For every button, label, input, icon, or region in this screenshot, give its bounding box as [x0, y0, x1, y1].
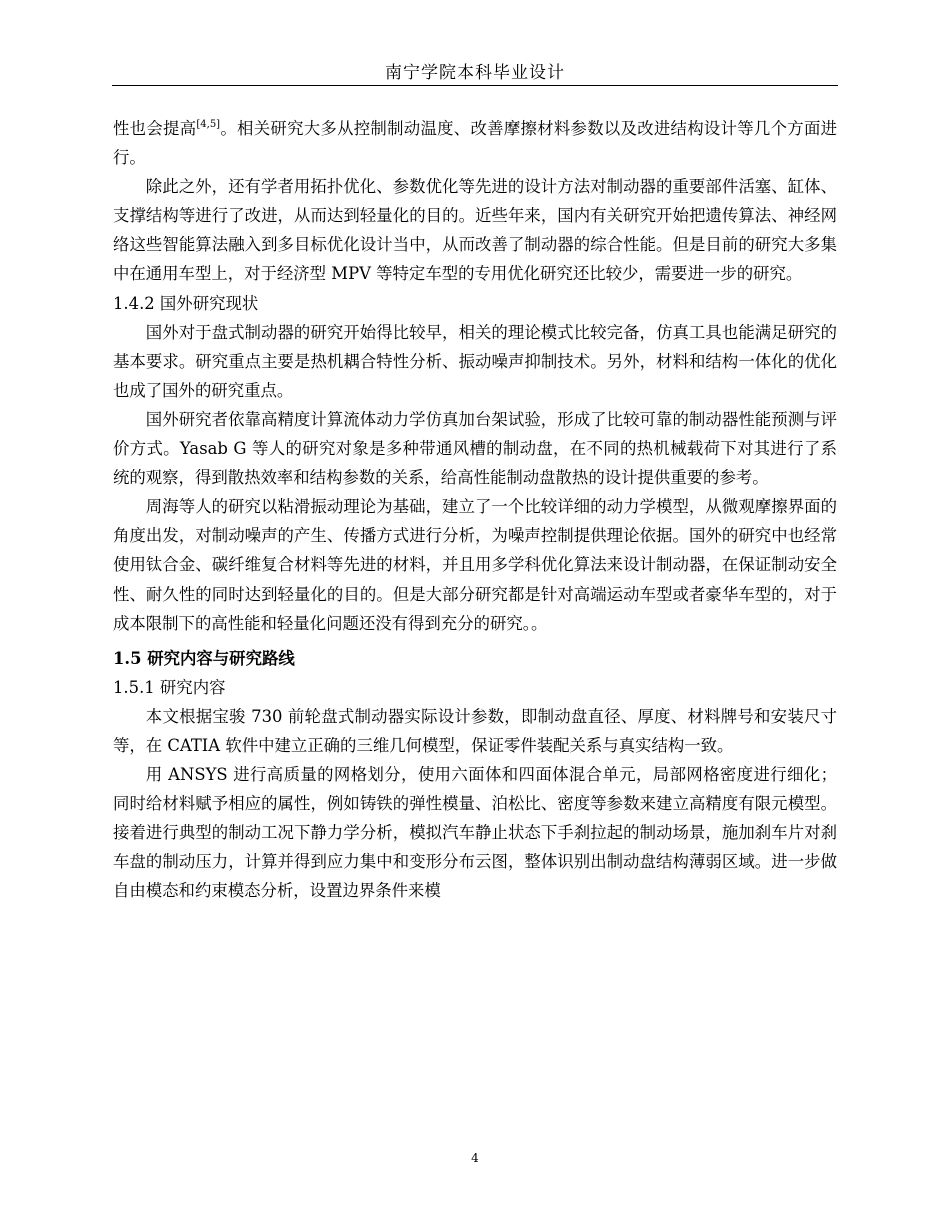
subsection-heading-1-5-1: 1.5.1 研究内容 [113, 677, 226, 697]
page-number: 4 [471, 1151, 479, 1165]
paragraph: 周海等人的研究以粘滑振动理论为基础，建立了一个比较详细的动力学模型，从微观摩擦界面的角度出发，对制动噪声的产生、传播方式进行分析，为噪声控制提供理论依据。国外的研究中也经常使用钛合金、碳纤维复合材料等先进的材料，并且用多学科优化算法来设计制动器，在保证制动安全性、耐久性的同时达到轻量化的目的。但是大部分研究都是针对高端运动车型或者豪华车型的，对于成本限制下的高性能和轻量化问题还没有得到充分的研究。。 [113, 497, 837, 633]
page-header-title: 南宁学院本科毕业设计 [385, 63, 565, 83]
section-heading-1-5: 1.5 研究内容与研究路线 [113, 648, 295, 668]
paragraph-text-tail: 。相关研究大多从控制制动温度、改善摩擦材料参数以及改进结构设计等几个方面进行。 [113, 119, 838, 168]
header-divider [112, 85, 838, 86]
paragraph-text: 性也会提高 [113, 119, 197, 138]
document-body [113, 114, 837, 906]
paragraph: 国外对于盘式制动器的研究开始得比较早，相关的理论模式比较完备，仿真工具也能满足研究的基本要求。研究重点主要是热机耦合特性分析、振动噪声抑制技术。另外，材料和结构一体化的优化也成了国外的研究重点。 [113, 322, 837, 400]
paragraph: 除此之外，还有学者用拓扑优化、参数优化等先进的设计方法对制动器的重要部件活塞、缸体、支撑结构等进行了改进，从而达到轻量化的目的。近些年来，国内有关研究开始把遗传算法、神经网络这些智能算法融入到多目标优化设计当中，从而改善了制动器的综合性能。但是目前的研究大多集中在通用车型上，对于经济型 MPV 等特定车型的专用优化研究还比较少，需要进一步的研究。 [113, 177, 837, 284]
citation-reference: [4,5] [196, 119, 221, 130]
paragraph: 本文根据宝骏 730 前轮盘式制动器实际设计参数，即制动盘直径、厚度、材料牌号和安装尺寸等，在 CATIA 软件中建立正确的三维几何模型，保证零件装配关系与真实结构一致。 [113, 706, 837, 755]
paragraph: 用 ANSYS 进行高质量的网格划分，使用六面体和四面体混合单元，局部网格密度进行细化；同时给材料赋予相应的属性，例如铸铁的弹性模量、泊松比、密度等参数来建立高精度有限元模型。接着进行典型的制动工况下静力学分析，模拟汽车静止状态下手刹拉起的制动场景，施加刹车片对刹车盘的制动压力，计算并得到应力集中和变形分布云图，整体识别出制动盘结构薄弱区域。进一步做自由模态和约束模态分析，设置边界条件来模 [113, 765, 837, 901]
subsection-heading-1-4-2: 1.4.2 国外研究现状 [113, 293, 259, 313]
paragraph: 国外研究者依靠高精度计算流体动力学仿真加台架试验，形成了比较可靠的制动器性能预测与评价方式。Yasab G 等人的研究对象是多种带通风槽的制动盘，在不同的热机械载荷下对其进行了系统的观察，得到散热效率和结构参数的关系，给高性能制动盘散热的设计提供重要的参考。 [113, 409, 837, 488]
paragraph-continued [113, 114, 837, 172]
